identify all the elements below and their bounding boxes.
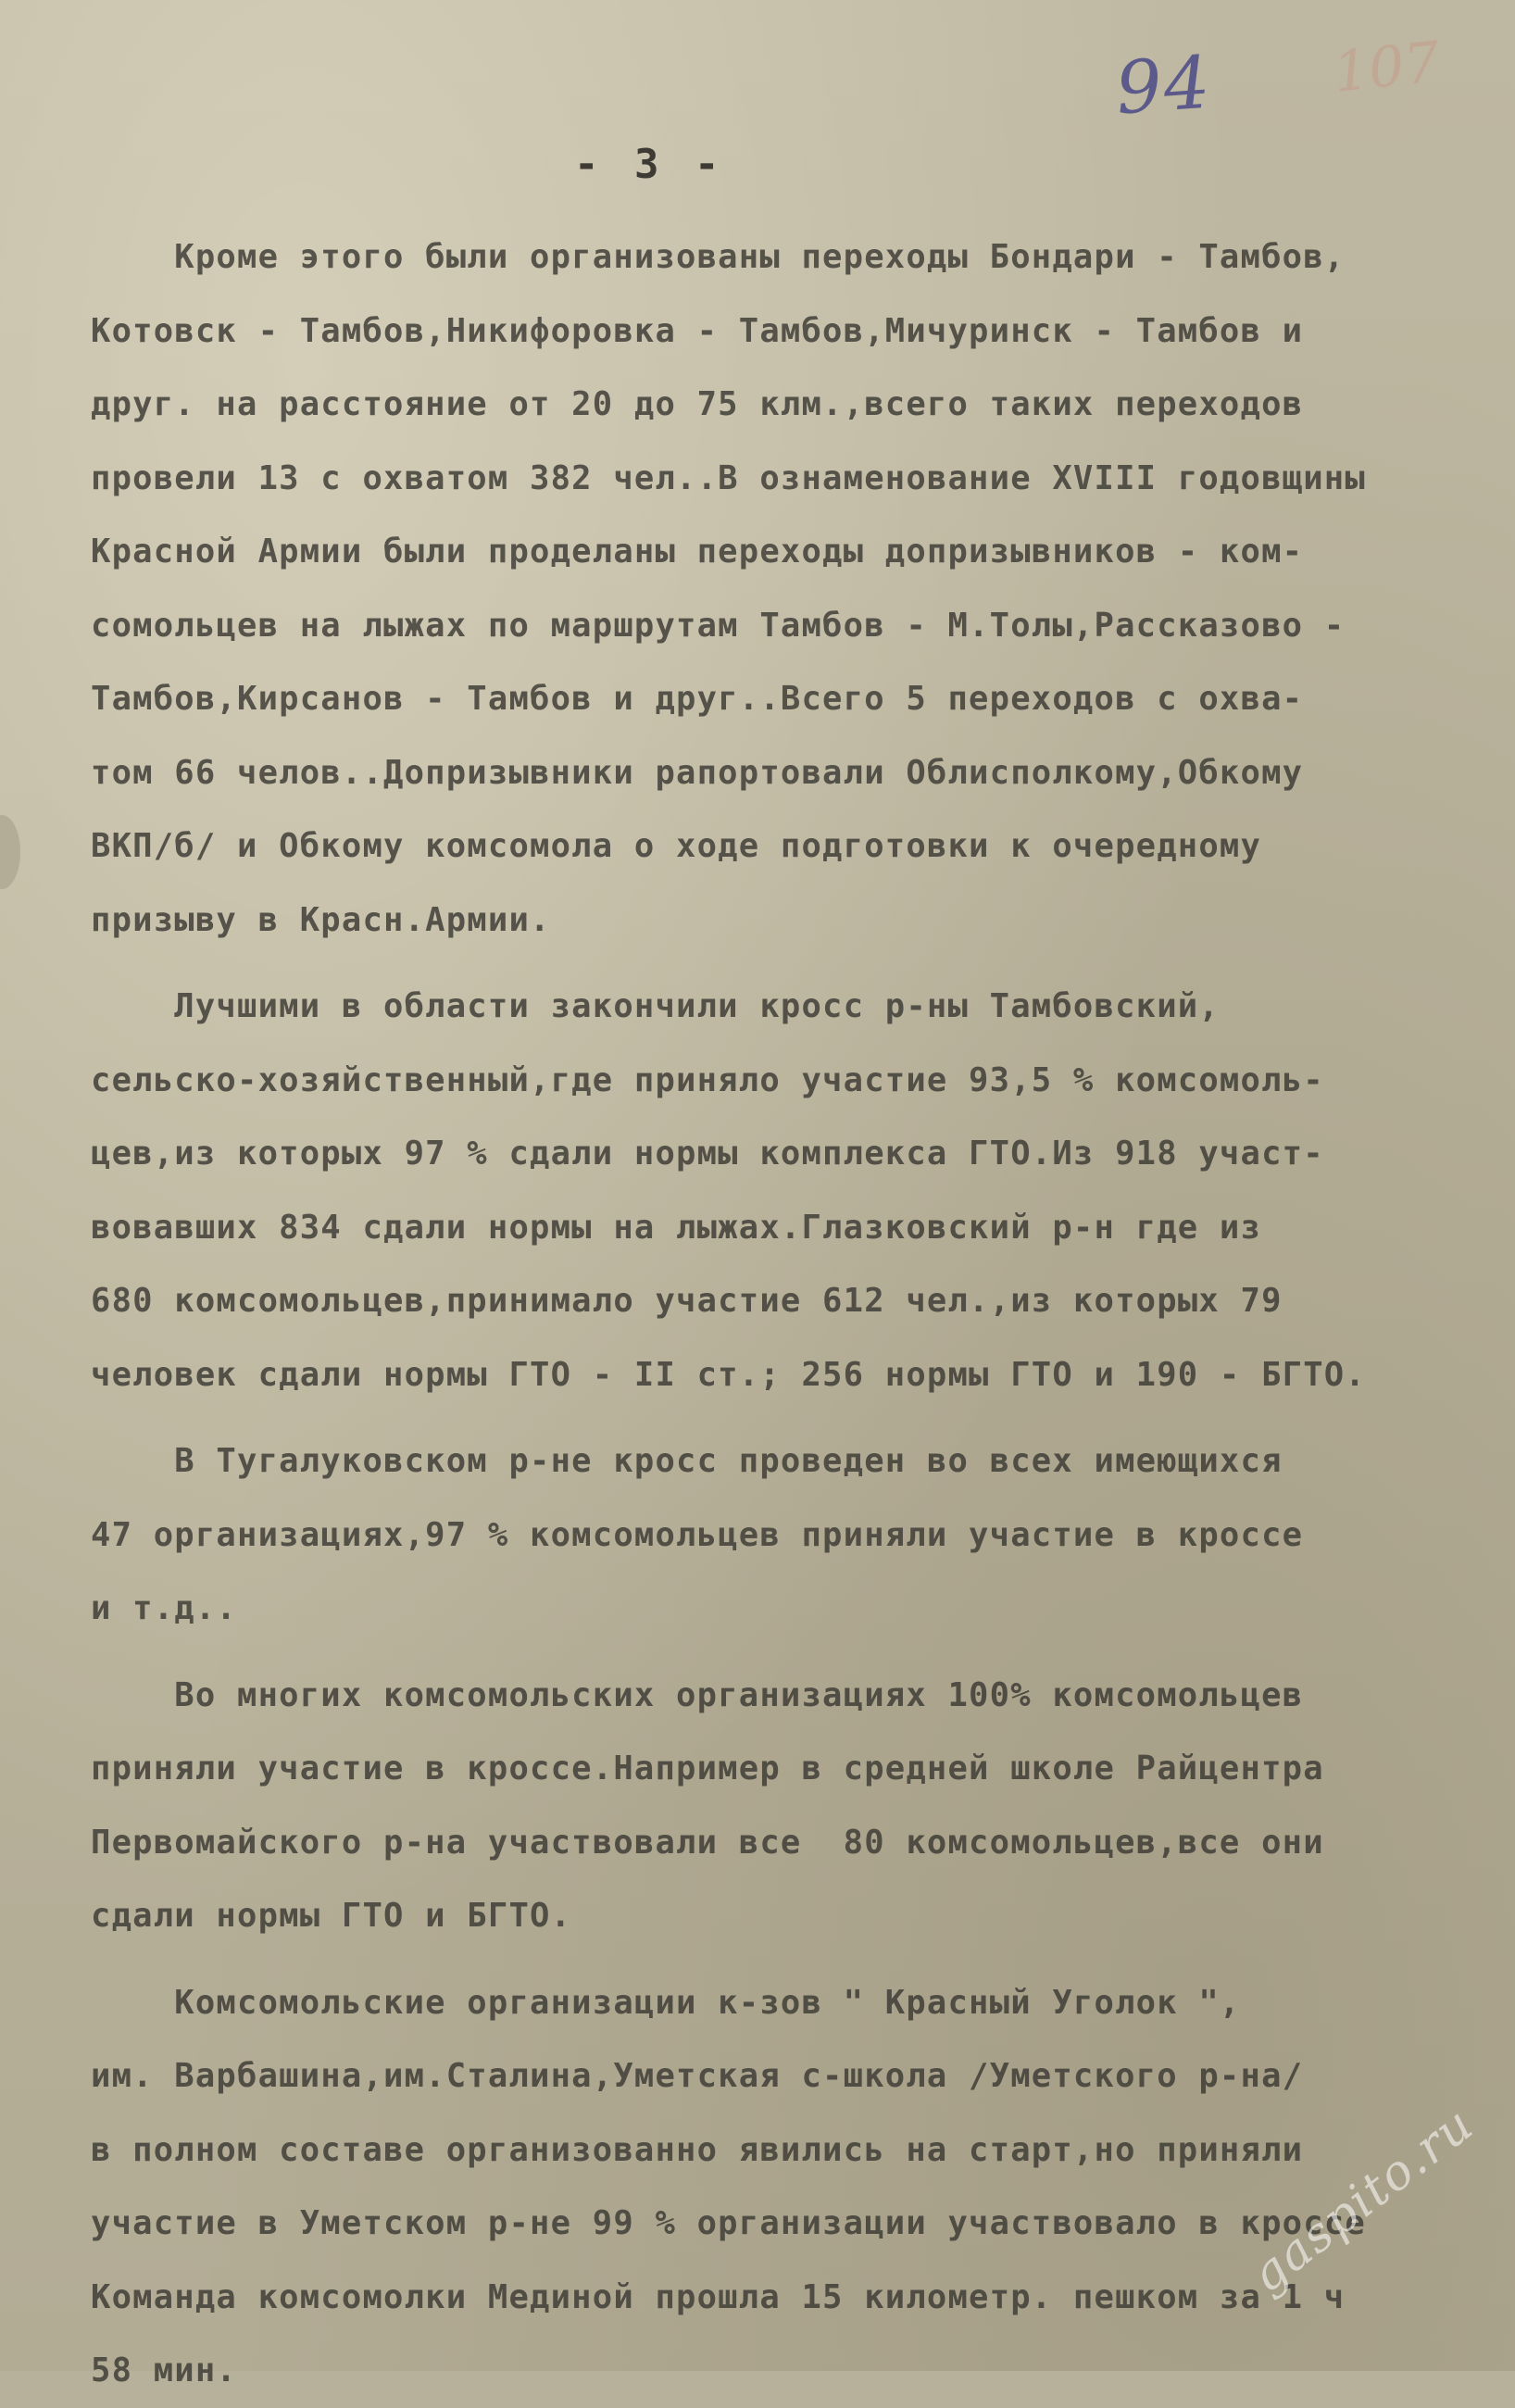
text-line: и т.д..	[91, 1589, 238, 1627]
text-line: Первомайского р-на участвовали все 80 комсомольцев,все они	[91, 1823, 1324, 1862]
text-line: сомольцев на лыжах по маршрутам Тамбов - М.Толы,Рассказово -	[91, 606, 1346, 645]
text-line: цев,из которых 97 % сдали нормы комплекса ГТО.Из 918 участ-	[91, 1135, 1324, 1173]
text-line: В Тугалуковском р-не кросс проведен во всех имеющихся	[91, 1442, 1283, 1480]
text-line: Красной Армии были проделаны переходы допризывников - ком-	[91, 533, 1304, 571]
text-line: Команда комсомолки Мединой прошла 15 километр. пешком за 1 ч	[91, 2277, 1346, 2316]
text-line: 47 организациях,97 % комсомольцев приняли участие в кроссе	[91, 1515, 1304, 1554]
archive-sheet-number-faint: 107	[1330, 30, 1443, 106]
paragraph	[91, 1966, 1498, 2408]
text-line: Котовск - Тамбов,Никифоровка - Тамбов,Мичуринск - Тамбов и	[91, 311, 1304, 350]
page-number: - 3 -	[574, 141, 725, 188]
text-line: участие в Уметском р-не 99 % организации участвовало в кроссе	[91, 2204, 1366, 2242]
text-line: призыву в Красн.Армии.	[91, 900, 551, 939]
text-line: 680 комсомольцев,принимало участие 612 чел.,из которых 79	[91, 1282, 1283, 1320]
text-line: Во многих комсомольских организациях 100% комсомольцев	[91, 1675, 1304, 1714]
text-line: Лучшими в области закончили кросс р-ны Тамбовский,	[91, 987, 1220, 1025]
text-line: сдали нормы ГТО и БГТО.	[91, 1897, 572, 1935]
text-line: Комсомольские организации к-зов " Красный Уголок ",	[91, 1983, 1241, 2022]
paragraph	[91, 1424, 1498, 1646]
text-line: Кроме этого были организованы переходы Бондари - Тамбов,	[91, 238, 1346, 276]
text-line: Тамбов,Кирсанов - Тамбов и друг..Всего 5 переходов с охва-	[91, 680, 1304, 718]
document-body	[91, 220, 1498, 2408]
paragraph	[91, 1659, 1498, 1953]
text-line: приняли участие в кроссе.Например в средней школе Райцентра	[91, 1750, 1324, 1787]
archive-sheet-number: 94	[1112, 41, 1215, 132]
page-edge-notch	[0, 815, 20, 889]
text-line: провели 13 с охватом 382 чел..В ознаменование ХVIII годовщины	[91, 458, 1366, 497]
text-line: сельско-хозяйственный,где приняло участие 93,5 % комсомоль-	[91, 1060, 1324, 1099]
text-line: вовавших 834 сдали нормы на лыжах.Глазковский р-н где из	[91, 1208, 1262, 1247]
text-line: 58 мин.	[91, 2352, 238, 2389]
paragraph	[91, 220, 1498, 957]
text-line: им. Варбашина,им.Сталина,Уметская с-школа /Уметского р-на/	[91, 2057, 1304, 2095]
watermark: gaspito.ru	[1241, 2096, 1485, 2304]
text-line: ВКП/б/ и Обкому комсомола о ходе подготовки к очередному	[91, 827, 1262, 865]
text-line: том 66 челов..Допризывники рапортовали Облисполкому,Обкому	[91, 753, 1304, 792]
text-line: друг. на расстояние от 20 до 75 клм.,всего таких переходов	[91, 385, 1304, 423]
text-line: человек сдали нормы ГТО - II ст.; 256 нормы ГТО и 190 - БГТО.	[91, 1355, 1366, 1394]
text-line: в полном составе организованно явились на старт,но приняли	[91, 2130, 1304, 2169]
paragraph	[91, 970, 1498, 1411]
